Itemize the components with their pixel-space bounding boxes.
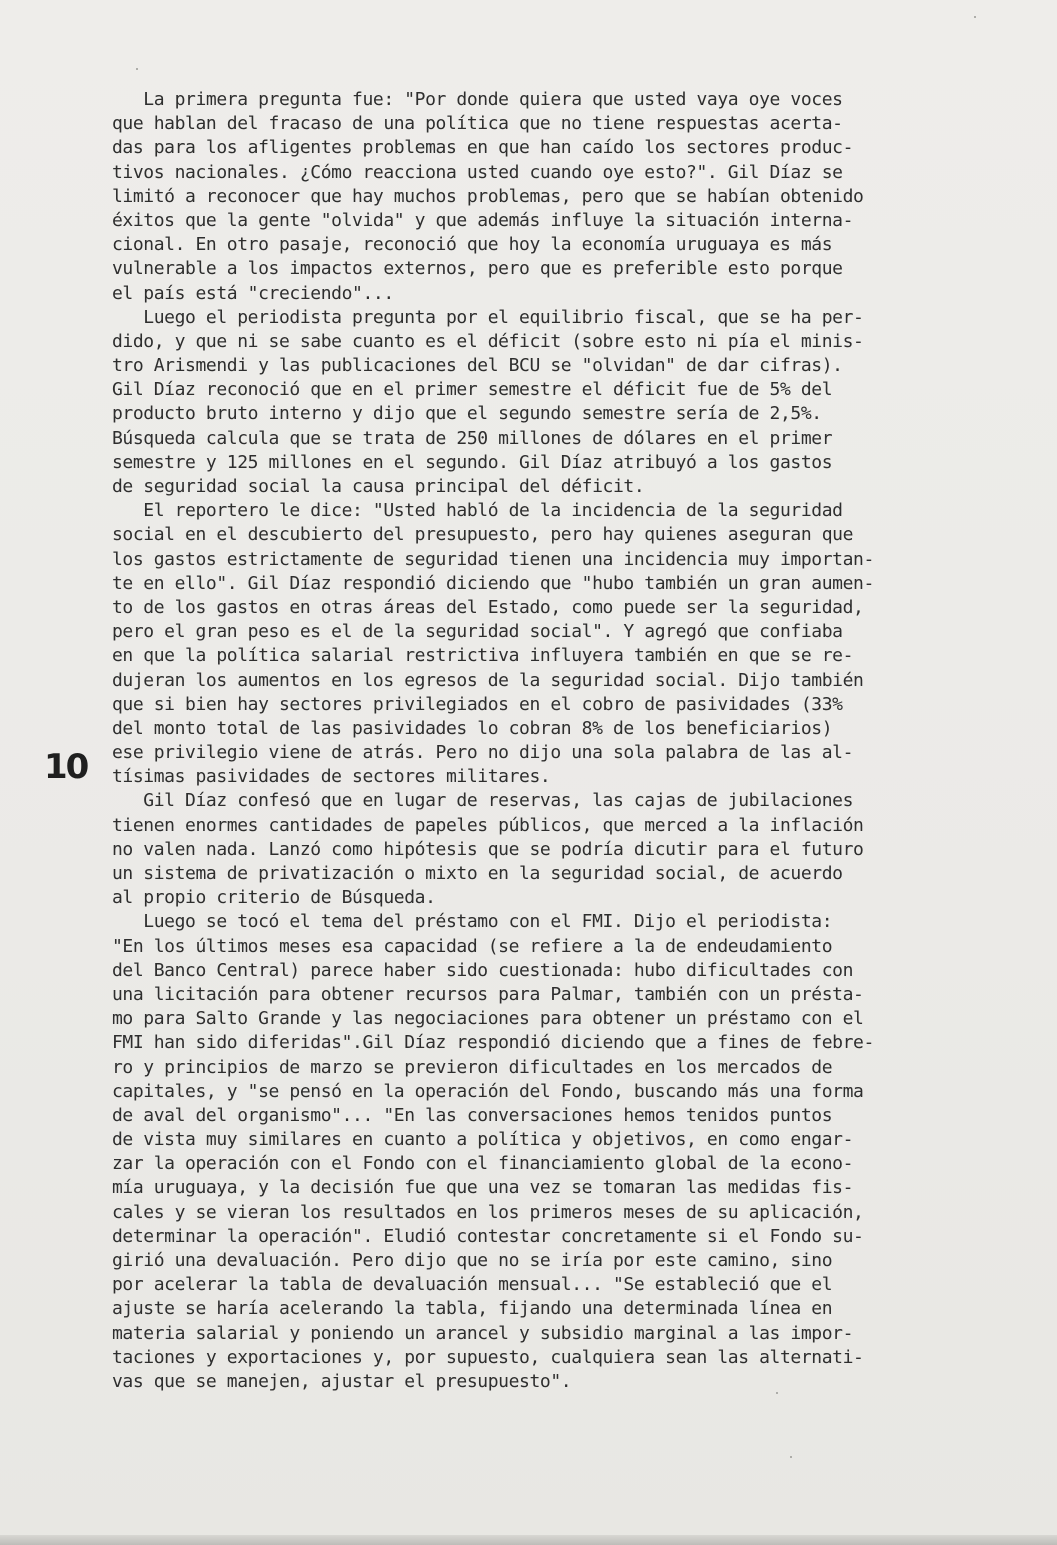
- paper-speck: [776, 1392, 778, 1394]
- text-line: Gil Díaz confesó que en lugar de reservas, las cajas de jubilaciones: [112, 790, 854, 812]
- paper-speck: [974, 16, 976, 18]
- text-line: to de los gastos en otras áreas del Estado, como puede ser la seguridad,: [112, 596, 864, 618]
- text-line: semestre y 125 millones en el segundo. Gil Díaz atribuyó a los gastos: [112, 451, 833, 473]
- text-line: los gastos estrictamente de seguridad tienen una incidencia muy importan-: [112, 548, 874, 570]
- text-line: dujeran los aumentos en los egresos de la seguridad social. Dijo también: [112, 669, 864, 691]
- paper-speck: [136, 68, 138, 70]
- text-line: dido, y que ni se sabe cuanto es el déficit (sobre esto ni pía el minis-: [112, 330, 864, 352]
- text-line: determinar la operación". Eludió contestar concretamente si el Fondo su-: [112, 1225, 864, 1247]
- text-line: que si bien hay sectores privilegiados en el cobro de pasividades (33%: [112, 693, 843, 715]
- text-line: por acelerar la tabla de devaluación mensual... "Se estableció que el: [112, 1274, 833, 1296]
- text-line: te en ello". Gil Díaz respondió diciendo que "hubo también un gran aumen-: [112, 572, 874, 594]
- text-line: pero el gran peso es el de la seguridad social". Y agregó que confiaba: [112, 621, 843, 643]
- text-line: del Banco Central) parece haber sido cuestionada: hubo dificultades con: [112, 959, 854, 981]
- text-line: Luego el periodista pregunta por el equilibrio fiscal, que se ha per-: [112, 306, 864, 328]
- text-line: limitó a reconocer que hay muchos problemas, pero que se habían obtenido: [112, 185, 864, 207]
- text-line: éxitos que la gente "olvida" y que además influye la situación interna-: [112, 209, 854, 231]
- text-line: no valen nada. Lanzó como hipótesis que se podría dicutir para el futuro: [112, 838, 864, 860]
- text-line: un sistema de privatización o mixto en la seguridad social, de acuerdo: [112, 863, 843, 884]
- page-number: 10: [44, 747, 88, 787]
- text-line: zar la operación con el Fondo con el financiamiento global de la econo-: [112, 1153, 854, 1175]
- text-line: FMI han sido diferidas".Gil Díaz respondió diciendo que a fines de febre-: [112, 1032, 874, 1054]
- text-line: tienen enormes cantidades de papeles públicos, que merced a la inflación: [112, 814, 864, 836]
- text-line: de seguridad social la causa principal del déficit.: [112, 476, 645, 497]
- text-line: ese privilegio viene de atrás. Pero no dijo una sola palabra de las al-: [112, 742, 854, 764]
- text-line: tro Arismendi y las publicaciones del BCU se "olvidan" de dar cifras).: [112, 355, 843, 377]
- text-line: de vista muy similares en cuanto a política y objetivos, en como engar-: [112, 1129, 854, 1151]
- text-line: el país está "creciendo"...: [112, 282, 394, 304]
- text-line: vulnerable a los impactos externos, pero que es preferible esto porque: [112, 258, 843, 280]
- text-line: cional. En otro pasaje, reconoció que hoy la economía uruguaya es más: [112, 234, 833, 256]
- text-line: tivos nacionales. ¿Cómo reacciona usted cuando oye esto?". Gil Díaz se: [112, 161, 843, 183]
- paper-speck: [790, 1456, 792, 1458]
- text-line: ro y principios de marzo se previeron dificultades en los mercados de: [112, 1056, 833, 1078]
- text-line: ajuste se haría acelerando la tabla, fijando una determinada línea en: [112, 1298, 833, 1320]
- text-line: al propio criterio de Búsqueda.: [112, 887, 436, 909]
- text-line: La primera pregunta fue: "Por donde quiera que usted vaya oye voces: [112, 89, 843, 110]
- text-line: taciones y exportaciones y, por supuesto, cualquiera sean las alternati-: [112, 1346, 864, 1368]
- text-line: mo para Salto Grande y las negociaciones para obtener un préstamo con el: [112, 1008, 864, 1030]
- text-line: "En los últimos meses esa capacidad (se refiere a la de endeudamiento: [112, 935, 833, 957]
- text-line: Búsqueda calcula que se trata de 250 millones de dólares en el primer: [112, 427, 833, 449]
- text-line: producto bruto interno y dijo que el segundo semestre sería de 2,5%.: [112, 403, 822, 425]
- text-line: materia salarial y poniendo un arancel y subsidio marginal a las impor-: [112, 1322, 854, 1344]
- text-line: del monto total de las pasividades lo cobran 8% de los beneficiarios): [112, 717, 833, 739]
- text-line: tísimas pasividades de sectores militares.: [112, 766, 551, 788]
- text-line: Luego se tocó el tema del préstamo con el FMI. Dijo el periodista:: [112, 911, 833, 933]
- text-line: girió una devaluación. Pero dijo que no se iría por este camino, sino: [112, 1250, 833, 1271]
- text-line: mía uruguaya, y la decisión fue que una vez se tomaran las medidas fis-: [112, 1177, 854, 1199]
- text-line: de aval del organismo"... "En las conversaciones hemos tenidos puntos: [112, 1104, 833, 1126]
- article-body: [112, 88, 982, 1394]
- text-line: en que la política salarial restrictiva influyera también en que se re-: [112, 645, 854, 667]
- text-line: una licitación para obtener recursos para Palmar, también con un présta-: [112, 983, 864, 1005]
- text-line: capitales, y "se pensó en la operación del Fondo, buscando más una forma: [112, 1080, 864, 1102]
- text-line: Gil Díaz reconoció que en el primer semestre el déficit fue de 5% del: [112, 379, 833, 401]
- text-line: social en el descubierto del presupuesto, pero hay quienes aseguran que: [112, 524, 854, 546]
- page-bottom-edge: [0, 1535, 1057, 1545]
- text-line: El reportero le dice: "Usted habló de la incidencia de la seguridad: [112, 500, 843, 522]
- text-line: das para los afligentes problemas en que han caído los sectores produc-: [112, 137, 854, 159]
- text-line: cales y se vieran los resultados en los primeros meses de su aplicación,: [112, 1201, 864, 1223]
- text-line: vas que se manejen, ajustar el presupuesto".: [112, 1370, 572, 1392]
- text-line: que hablan del fracaso de una política que no tiene respuestas acerta-: [112, 113, 843, 135]
